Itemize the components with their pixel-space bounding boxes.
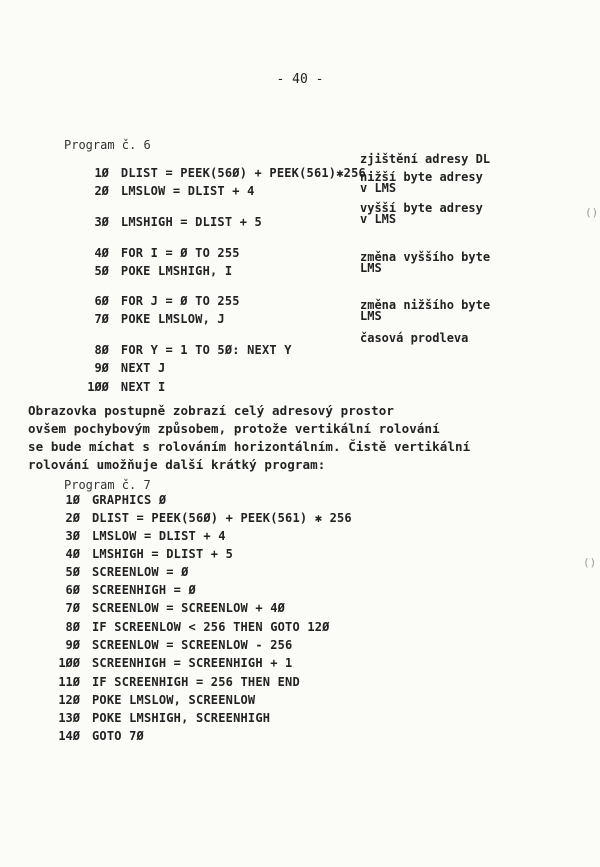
code-statement: GOTO 7Ø xyxy=(92,729,144,743)
code-statement: NEXT J xyxy=(120,361,166,375)
code-line xyxy=(28,656,292,672)
line-number: 6Ø xyxy=(94,294,109,308)
code-line xyxy=(28,565,189,581)
code-statement: LMSHIGH = DLIST + 5 xyxy=(92,547,234,561)
code-line xyxy=(28,711,270,727)
code-line xyxy=(28,201,262,229)
code-comment: časová prodleva xyxy=(360,331,469,345)
line-number: 6Ø xyxy=(65,583,80,597)
code-line xyxy=(28,620,330,636)
code-statement: POKE LMSLOW, SCREENLOW xyxy=(92,693,256,707)
margin-mark: () xyxy=(583,556,597,569)
line-number: 13Ø xyxy=(58,711,80,725)
code-line xyxy=(28,232,240,260)
line-number: 3Ø xyxy=(65,529,80,543)
code-statement: POKE LMSHIGH, SCREENHIGH xyxy=(92,711,271,725)
code-comment: změna vyššího byte LMS xyxy=(360,250,491,275)
code-statement: SCREENLOW = SCREENLOW - 256 xyxy=(92,638,293,652)
code-line xyxy=(28,366,166,394)
line-number: 7Ø xyxy=(94,312,109,326)
program-7-heading: Program č. 7 xyxy=(64,478,151,492)
code-statement: IF SCREENLOW < 256 THEN GOTO 12Ø xyxy=(92,620,330,634)
code-statement: DLIST = PEEK(56Ø) + PEEK(561) ✱ 256 xyxy=(92,511,352,525)
line-number: 11Ø xyxy=(58,675,80,689)
line-number: 1ØØ xyxy=(87,380,109,394)
code-statement: LMSHIGH = DLIST + 5 xyxy=(120,215,262,229)
code-line xyxy=(28,529,226,545)
line-number: 5Ø xyxy=(65,565,80,579)
code-statement: POKE LMSHIGH, I xyxy=(120,264,233,278)
code-comment: nižší byte adresy v LMS xyxy=(360,170,483,195)
line-number: 4Ø xyxy=(65,547,80,561)
code-line xyxy=(28,250,233,278)
line-number: 5Ø xyxy=(94,264,109,278)
code-line xyxy=(28,583,196,599)
line-number: 14Ø xyxy=(58,729,80,743)
code-statement: FOR Y = 1 TO 5Ø: NEXT Y xyxy=(120,343,292,357)
code-statement: DLIST = PEEK(56Ø) + PEEK(561)✱256 xyxy=(120,166,366,180)
code-statement: FOR I = Ø TO 255 xyxy=(120,246,240,260)
line-number: 4Ø xyxy=(94,246,109,260)
code-line xyxy=(28,280,240,308)
program-6-heading: Program č. 6 xyxy=(64,138,151,152)
code-line xyxy=(28,511,352,527)
line-number: 2Ø xyxy=(65,511,80,525)
code-comment: změna nižšího byte LMS xyxy=(360,298,491,323)
code-statement: NEXT I xyxy=(120,380,166,394)
line-number: 12Ø xyxy=(58,693,80,707)
code-line xyxy=(28,152,366,180)
line-number: 9Ø xyxy=(65,638,80,652)
body-paragraph: Obrazovka postupně zobrazí celý adresový prostor ovšem pochybovým způsobem, protože vertikální rolování se bude míchat s rolováním horizontálním. Čistě vertikální rolování umožňuje další krátký program: xyxy=(28,403,471,472)
code-statement: POKE LMSLOW, J xyxy=(120,312,225,326)
line-number: 1Ø xyxy=(65,493,80,507)
code-statement: IF SCREENHIGH = 256 THEN END xyxy=(92,675,300,689)
code-statement: SCREENLOW = Ø xyxy=(92,565,189,579)
code-statement: FOR J = Ø TO 255 xyxy=(120,294,240,308)
code-line xyxy=(28,298,225,326)
code-statement: SCREENHIGH = Ø xyxy=(92,583,196,597)
code-statement: LMSLOW = DLIST + 4 xyxy=(120,184,255,198)
line-number: 1Ø xyxy=(94,166,109,180)
line-number: 3Ø xyxy=(94,215,109,229)
code-statement: SCREENLOW = SCREENLOW + 4Ø xyxy=(92,601,286,615)
margin-mark: () xyxy=(585,206,599,219)
code-line xyxy=(28,729,144,745)
code-line xyxy=(28,347,166,375)
code-statement: GRAPHICS Ø xyxy=(92,493,167,507)
line-number: 2Ø xyxy=(94,184,109,198)
code-comment: zjištění adresy DL xyxy=(360,152,491,166)
line-number: 7Ø xyxy=(65,601,80,615)
line-number: 8Ø xyxy=(94,343,109,357)
code-line xyxy=(28,693,255,709)
code-line xyxy=(28,601,285,617)
code-statement: LMSLOW = DLIST + 4 xyxy=(92,529,226,543)
line-number: 1ØØ xyxy=(58,656,80,670)
code-statement: SCREENHIGH = SCREENHIGH + 1 xyxy=(92,656,293,670)
code-line xyxy=(28,329,292,357)
code-line xyxy=(28,638,292,654)
line-number: 8Ø xyxy=(65,620,80,634)
code-comment: vyšší byte adresy v LMS xyxy=(360,201,483,226)
page-number: - 40 - xyxy=(276,72,324,87)
code-line xyxy=(28,675,300,691)
line-number: 9Ø xyxy=(94,361,109,375)
code-line xyxy=(28,493,166,509)
code-line xyxy=(28,170,255,198)
code-line xyxy=(28,547,233,563)
